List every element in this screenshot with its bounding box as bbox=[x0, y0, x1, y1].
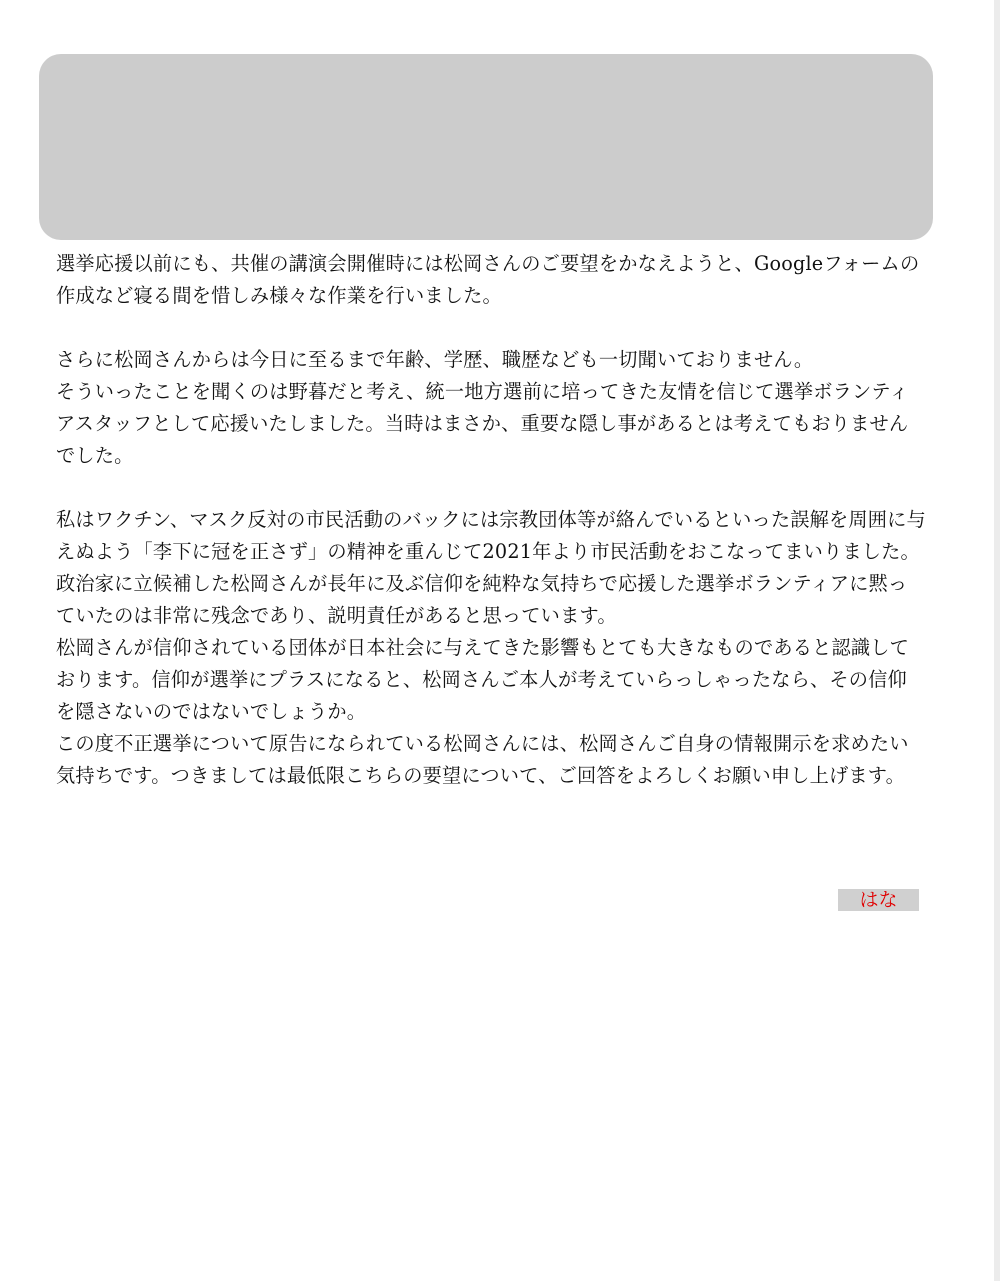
letter-paragraph: そういったことを聞くのは野暮だと考え、統一地方選前に培ってきた友情を信じて選挙ボランティアスタッフとして応援いたしました。当時はまさか、重要な隠し事があるとは考えてもおりませんでした。 bbox=[56, 380, 909, 467]
letter-paragraph: 政治家に立候補した松岡さんが長年に及ぶ信仰を純粋な気持ちで応援した選挙ボランティアに黙っていたのは非常に残念であり、説明責任があると思っています。 bbox=[56, 572, 908, 627]
paragraph-gap bbox=[56, 472, 926, 504]
redacted-header-block bbox=[39, 54, 933, 240]
paragraph-gap bbox=[56, 312, 926, 344]
letter-body bbox=[56, 248, 926, 792]
letter-paragraph: 私はワクチン、マスク反対の市民活動のバックには宗教団体等が絡んでいるといった誤解を周囲に与えぬよう「李下に冠を正さず」の精神を重んじて2021年より市民活動をおこなってまいりました。 bbox=[56, 508, 926, 563]
signature-name: はな bbox=[838, 889, 919, 911]
page-scroll-gutter bbox=[994, 0, 1000, 1281]
letter-paragraph: 松岡さんが信仰されている団体が日本社会に与えてきた影響もとても大きなものであると認識しております。信仰が選挙にプラスになると、松岡さんご本人が考えていらっしゃったなら、その信仰を隠さないのではないでしょうか。 bbox=[56, 636, 910, 723]
letter-paragraph: さらに松岡さんからは今日に至るまで年齢、学歴、職歴なども一切聞いておりません。 bbox=[56, 348, 814, 371]
letter-paragraph: 選挙応援以前にも、共催の講演会開催時には松岡さんのご要望をかなえようと、Googleフォームの作成など寝る間を惜しみ様々な作業を行いました。 bbox=[56, 252, 920, 307]
letter-paragraph: この度不正選挙について原告になられている松岡さんには、松岡さんご自身の情報開示を求めたい気持ちです。つきましては最低限こちらの要望について、ご回答をよろしくお願い申し上げます。 bbox=[56, 732, 909, 787]
